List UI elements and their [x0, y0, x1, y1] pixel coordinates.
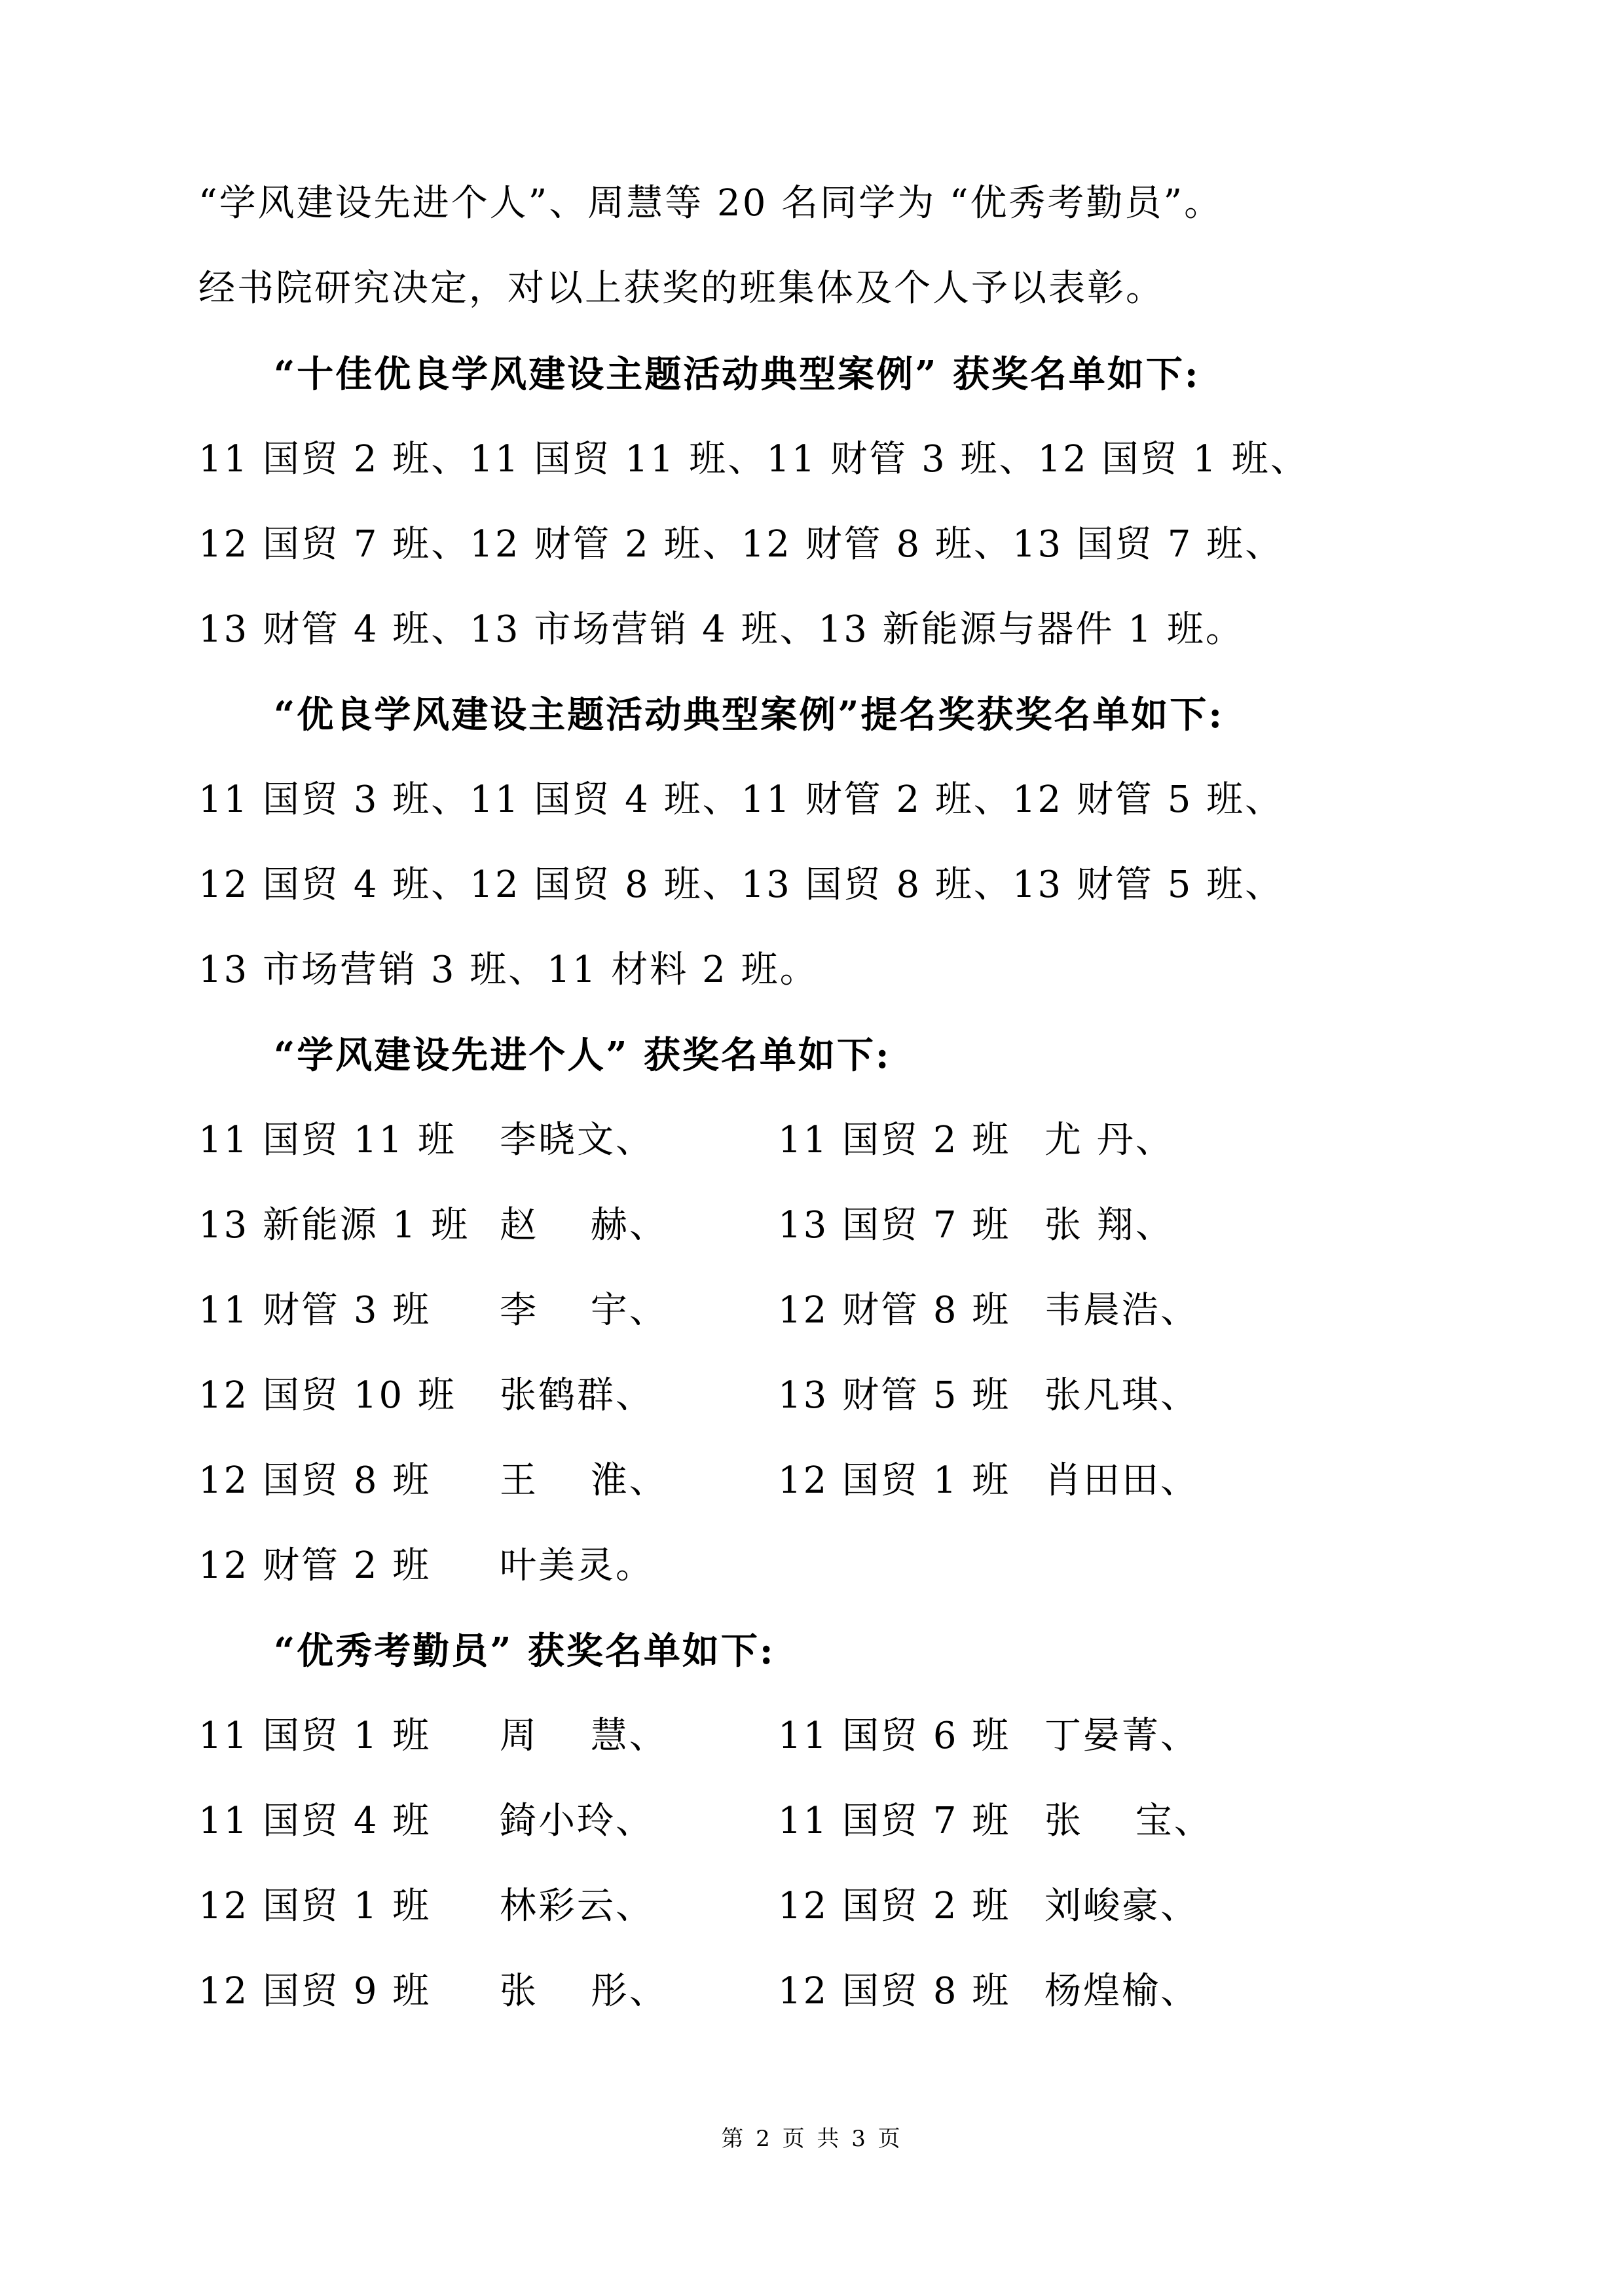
name-cell: 张 宝、 [1044, 1800, 1213, 1842]
class-cell: 12 国贸 8 班 [198, 1459, 432, 1502]
name-cell: 林彩云、 [500, 1885, 654, 1927]
name-cell: 丁晏菁、 [1044, 1715, 1199, 1757]
name-cell: 周 慧、 [500, 1715, 668, 1757]
class-cell: 11 国贸 7 班 [778, 1800, 1011, 1842]
award-row [0, 1458, 1624, 1504]
class-cell: 13 财管 5 班 [778, 1374, 1011, 1417]
section2-heading: “优良学风建设主题活动典型案例”提名奖获奖名单如下: [274, 693, 1225, 737]
intro-line-2: 经书院研究决定，对以上获奖的班集体及个人予以表彰。 [198, 267, 1164, 310]
name-cell: 叶美灵。 [500, 1544, 654, 1587]
class-cell: 12 国贸 9 班 [198, 1970, 432, 2013]
name-cell: 张 翔、 [1044, 1204, 1174, 1247]
award-row [0, 1543, 1624, 1589]
section2-line: 11 国贸 3 班、11 国贸 4 班、11 财管 2 班、12 财管 5 班、 [198, 778, 1284, 821]
section3-heading: “学风建设先进个人” 获奖名单如下: [274, 1034, 891, 1077]
class-cell: 11 财管 3 班 [198, 1289, 432, 1332]
intro-line-1: “学风建设先进个人”、周慧等 20 名同学为 “优秀考勤员”。 [198, 182, 1223, 225]
award-row [0, 1798, 1624, 1844]
award-row [0, 1713, 1624, 1759]
section2-line: 13 市场营销 3 班、11 材料 2 班。 [198, 949, 819, 991]
name-cell: 肖田田、 [1044, 1459, 1199, 1502]
section1-heading: “十佳优良学风建设主题活动典型案例” 获奖名单如下: [274, 353, 1200, 396]
page-number-footer: 第 2 页 共 3 页 [721, 2126, 903, 2152]
class-cell: 12 国贸 1 班 [198, 1885, 432, 1927]
section1-line: 12 国贸 7 班、12 财管 2 班、12 财管 8 班、13 国贸 7 班、 [198, 523, 1284, 566]
section1-line: 11 国贸 2 班、11 国贸 11 班、11 财管 3 班、12 国贸 1 班、 [198, 438, 1309, 481]
class-cell: 12 财管 8 班 [778, 1289, 1011, 1332]
name-cell: 李晓文、 [500, 1119, 654, 1161]
name-cell: 錡小玲、 [500, 1800, 654, 1842]
award-row [0, 1203, 1624, 1248]
name-cell: 张凡琪、 [1044, 1374, 1199, 1417]
name-cell: 赵 赫、 [500, 1204, 668, 1247]
name-cell: 李 宇、 [500, 1289, 668, 1332]
class-cell: 12 国贸 10 班 [198, 1374, 456, 1417]
class-cell: 11 国贸 11 班 [198, 1119, 456, 1161]
name-cell: 杨煌榆、 [1044, 1970, 1199, 2013]
award-row [0, 1118, 1624, 1163]
class-cell: 11 国贸 6 班 [778, 1715, 1011, 1757]
name-cell: 刘峻豪、 [1044, 1885, 1199, 1927]
class-cell: 11 国贸 2 班 [778, 1119, 1011, 1161]
class-cell: 12 财管 2 班 [198, 1544, 432, 1587]
section4-heading: “优秀考勤员” 获奖名单如下: [274, 1630, 775, 1673]
class-cell: 11 国贸 1 班 [198, 1715, 432, 1757]
section2-line: 12 国贸 4 班、12 国贸 8 班、13 国贸 8 班、13 财管 5 班、 [198, 864, 1284, 906]
class-cell: 12 国贸 8 班 [778, 1970, 1011, 2013]
class-cell: 13 国贸 7 班 [778, 1204, 1011, 1247]
class-cell: 13 新能源 1 班 [198, 1204, 470, 1247]
name-cell: 张 彤、 [500, 1970, 668, 2013]
class-cell: 12 国贸 2 班 [778, 1885, 1011, 1927]
section1-line: 13 财管 4 班、13 市场营销 4 班、13 新能源与器件 1 班。 [198, 608, 1244, 651]
award-row [0, 1373, 1624, 1419]
name-cell: 尤 丹、 [1044, 1119, 1174, 1161]
award-row [0, 1288, 1624, 1334]
name-cell: 韦晨浩、 [1044, 1289, 1199, 1332]
name-cell: 王 淮、 [500, 1459, 668, 1502]
award-row [0, 1884, 1624, 1929]
class-cell: 11 国贸 4 班 [198, 1800, 432, 1842]
award-row [0, 1969, 1624, 2014]
name-cell: 张鹤群、 [500, 1374, 654, 1417]
class-cell: 12 国贸 1 班 [778, 1459, 1011, 1502]
